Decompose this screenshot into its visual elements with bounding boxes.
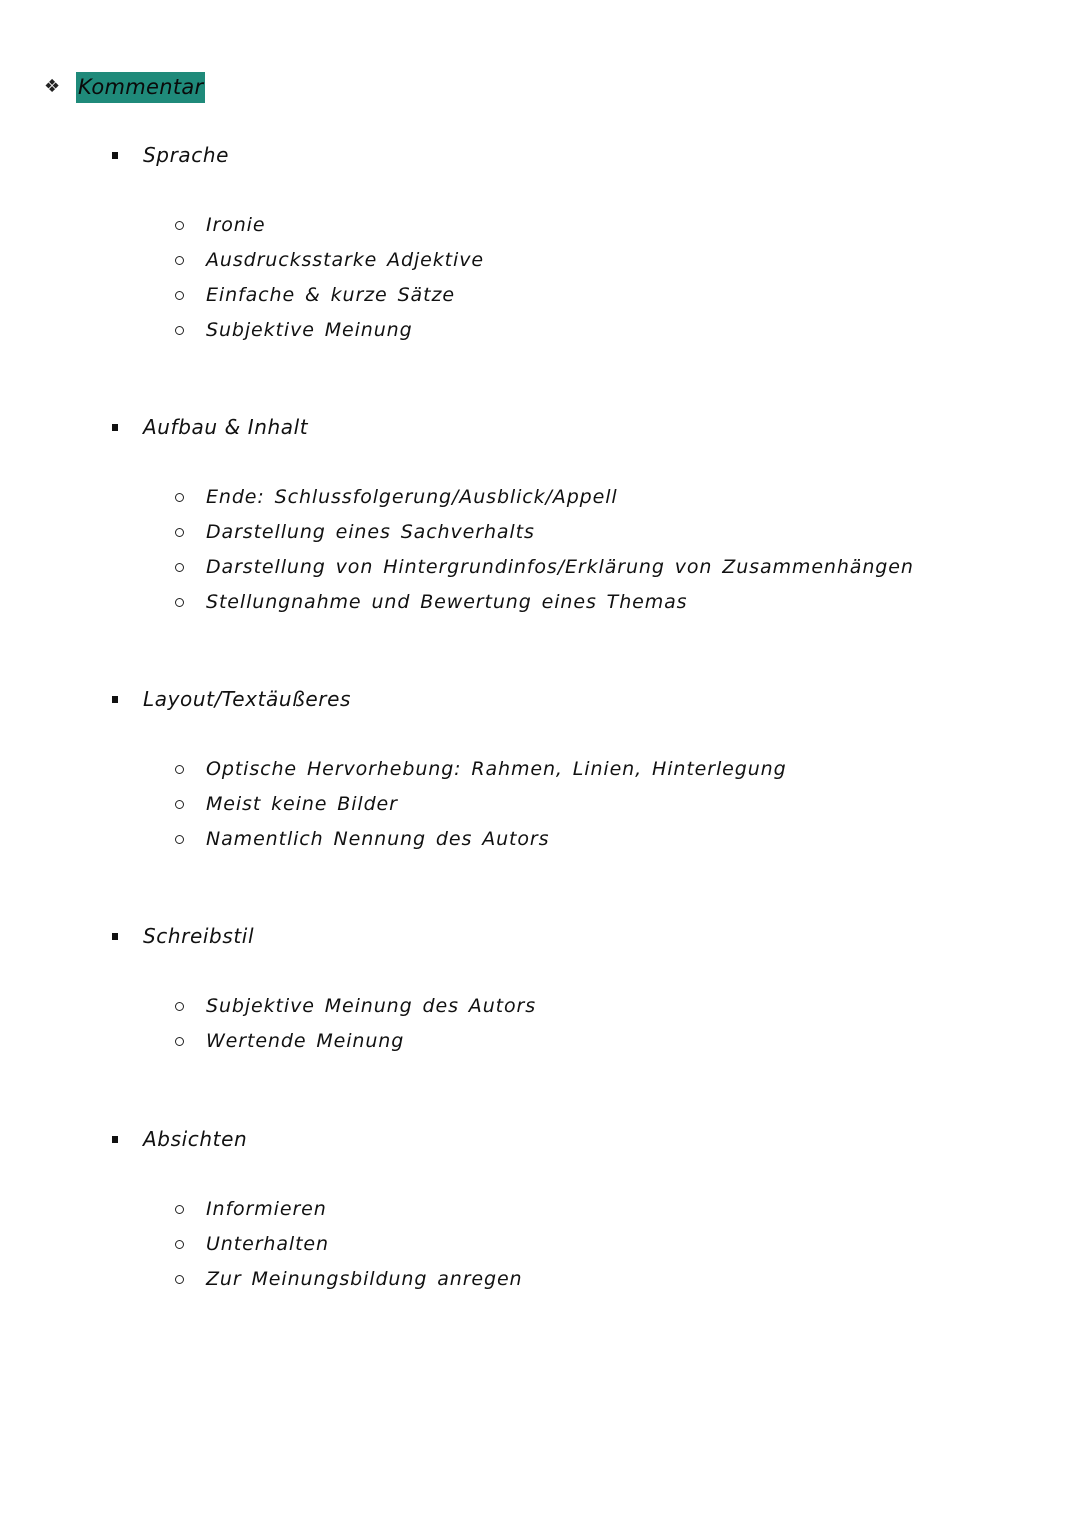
section-label: Layout/Textäußeres: [143, 687, 352, 711]
list-item: [175, 1264, 523, 1294]
list-item: [175, 1026, 404, 1056]
section-label: Sprache: [143, 143, 230, 167]
list-item-label: Optische Hervorhebung: Rahmen, Linien, Hinterlegung: [206, 758, 787, 780]
section-label: Schreibstil: [143, 924, 255, 948]
list-item: [175, 280, 455, 310]
list-item: [175, 1229, 329, 1259]
list-item: [175, 824, 549, 854]
list-item-label: Ironie: [206, 214, 266, 236]
list-item-label: Unterhalten: [206, 1233, 329, 1255]
list-item-label: Subjektive Meinung des Autors: [206, 995, 537, 1017]
section-heading: [112, 1124, 247, 1154]
list-item-label: Zur Meinungsbildung anregen: [206, 1268, 523, 1290]
diamond-bullet-icon: ❖: [44, 76, 61, 97]
list-item-label: Stellungnahme und Bewertung eines Themas: [206, 591, 688, 613]
section-heading: [112, 921, 254, 951]
list-item: [175, 1194, 327, 1224]
square-bullet-icon: [112, 152, 118, 159]
section-heading: [112, 140, 229, 170]
list-item-label: Wertende Meinung: [206, 1030, 405, 1052]
circle-bullet-icon: [175, 800, 184, 809]
square-bullet-icon: [112, 424, 118, 431]
circle-bullet-icon: [175, 528, 184, 537]
page-title: Kommentar: [76, 72, 205, 103]
circle-bullet-icon: [175, 1037, 184, 1046]
circle-bullet-icon: [175, 1240, 184, 1249]
list-item: [175, 552, 914, 582]
list-item: [175, 517, 535, 547]
list-item: [175, 587, 687, 617]
list-item-label: Ausdrucksstarke Adjektive: [206, 249, 484, 271]
list-item-label: Einfache & kurze Sätze: [206, 284, 455, 306]
list-item: [175, 315, 413, 345]
title-row: [44, 70, 205, 104]
circle-bullet-icon: [175, 1205, 184, 1214]
circle-bullet-icon: [175, 1275, 184, 1284]
square-bullet-icon: [112, 1136, 118, 1143]
section-label: Absichten: [143, 1127, 248, 1151]
square-bullet-icon: [112, 933, 118, 940]
list-item-label: Subjektive Meinung: [206, 319, 413, 341]
circle-bullet-icon: [175, 1002, 184, 1011]
list-item: [175, 245, 484, 275]
circle-bullet-icon: [175, 291, 184, 300]
circle-bullet-icon: [175, 326, 184, 335]
section-heading: [112, 412, 308, 442]
circle-bullet-icon: [175, 835, 184, 844]
list-item-label: Meist keine Bilder: [206, 793, 398, 815]
list-item-label: Namentlich Nennung des Autors: [206, 828, 550, 850]
circle-bullet-icon: [175, 765, 184, 774]
list-item: [175, 789, 398, 819]
list-item: [175, 754, 787, 784]
section-label: Aufbau & Inhalt: [143, 415, 309, 439]
circle-bullet-icon: [175, 563, 184, 572]
circle-bullet-icon: [175, 256, 184, 265]
list-item-label: Darstellung eines Sachverhalts: [206, 521, 535, 543]
list-item-label: Ende: Schlussfolgerung/Ausblick/Appell: [206, 486, 618, 508]
square-bullet-icon: [112, 696, 118, 703]
section-heading: [112, 684, 351, 714]
circle-bullet-icon: [175, 493, 184, 502]
list-item: [175, 482, 618, 512]
list-item: [175, 210, 265, 240]
list-item: [175, 991, 536, 1021]
list-item-label: Darstellung von Hintergrundinfos/Erklärung von Zusammenhängen: [206, 556, 914, 578]
circle-bullet-icon: [175, 221, 184, 230]
list-item-label: Informieren: [206, 1198, 327, 1220]
circle-bullet-icon: [175, 598, 184, 607]
